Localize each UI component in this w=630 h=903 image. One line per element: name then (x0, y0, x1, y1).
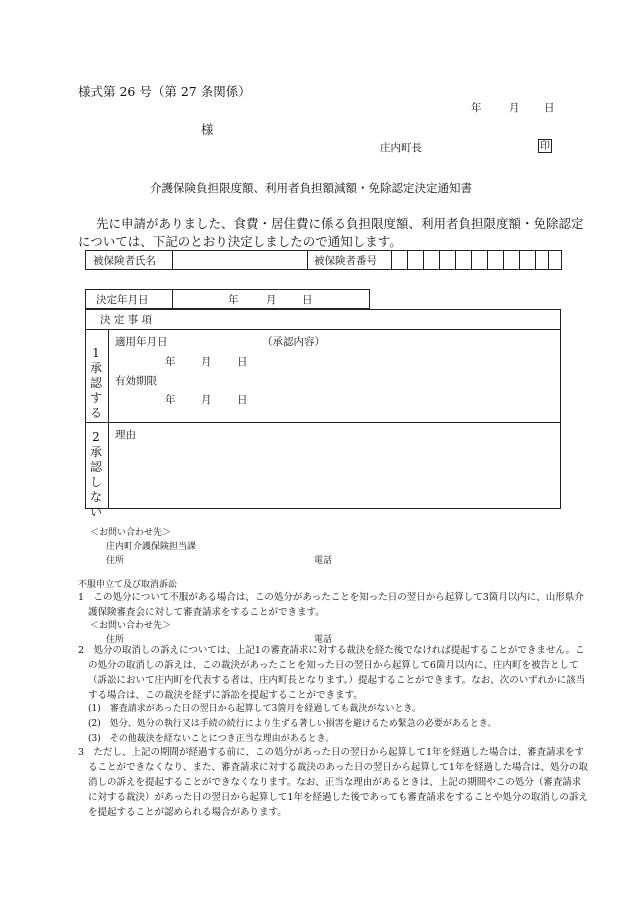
appeal-sub-1: (1) 審査請求があった日の翌日から起算して3箇月を経過しても裁決がないとき。 (88, 704, 422, 714)
date-month-label: 月 (509, 102, 520, 114)
intro-line-2: については、下記のとおり決定しましたので通知します。 (78, 234, 402, 249)
contact-address-label: 住所 (106, 556, 125, 566)
insured-name-field[interactable] (172, 250, 307, 270)
appeal-item-3: 3 ただし、上記の期間が経過する前に、この処分があった日の翌日から起算して1年を経過した場合は、審査請求をすることができなくなり、また、審査請求に対する裁決のあった日の翌日から起算して1年を経過した場合は、処分の取消しの訴えを提起することができなくなります。なお、正当な理由があるときは、上記の期間やこの処分（審査請求に対する裁決）があった日の翌日から起算して1年を経過した後であっても審査請求をすることや処分の取消しの訴えを提起することが認められる場合があります。 (78, 747, 588, 818)
appeal-contact-phone-label: 電話 (314, 635, 333, 645)
contact-phone-label: 電話 (314, 556, 333, 566)
appeal-item-1: 1 この処分について不服がある場合は、この処分があったことを知った日の翌日から起算して3箇月以内に、山形県介護保険審査会に対して審査請求をすることができます。 (78, 592, 584, 618)
appeal-contact-heading: ＜お問い合わせ先＞ (90, 621, 172, 631)
addressee-suffix: 様 (201, 122, 214, 137)
seal-mark: 印 (540, 141, 550, 152)
decision-date-day: 日 (302, 294, 313, 306)
validity-label: 有効期限 (115, 375, 157, 387)
applicable-date-label: 適用年月日 (115, 336, 168, 348)
contact-department: 庄内町介護保険担当課 (106, 542, 197, 552)
insured-name-label: 被保険者氏名 (93, 255, 156, 267)
decision-date-year: 年 (228, 294, 239, 306)
applicable-year: 年 (165, 356, 176, 368)
appeal-contact-address-label: 住所 (106, 635, 125, 645)
date-day-label: 日 (544, 102, 555, 114)
decision-date-month: 月 (266, 294, 277, 306)
validity-month: 月 (201, 394, 212, 406)
issuer-name: 庄内町長 (380, 142, 422, 154)
intro-line-1: 先に申請がありました、食費・居住費に係る負担限度額、利用者負担限度額・免除認定 (96, 216, 584, 231)
applicable-month: 月 (201, 356, 212, 368)
deny-section-label: 2 承 認 し な い (89, 430, 102, 519)
decision-items-label: 決 定 事 項 (100, 314, 153, 326)
validity-year: 年 (165, 394, 176, 406)
approval-content-label: （承認内容） (262, 336, 325, 348)
form-number: 様式第 26 号（第 27 条関係） (78, 84, 251, 99)
applicable-day: 日 (237, 356, 248, 368)
approve-section-label: 1 承 認 す る (89, 346, 102, 420)
contact-heading: ＜お問い合わせ先＞ (90, 528, 172, 538)
validity-day: 日 (237, 394, 248, 406)
date-year-label: 年 (471, 102, 482, 114)
appeal-sub-3: (3) その他裁決を経ないことにつき正当な理由があるとき。 (88, 734, 335, 744)
appeal-item-2: 2 処分の取消しの訴えについては、上記1の審査請求に対する裁決を経た後でなければ提起することができません。この処分の取消しの訴えは、この裁決があったことを知った日の翌日から起算して6箇月以内に、庄内町を被告として（訴訟において庄内町を代表する者は、庄内町長となります。）提起することができます。なお、次のいずれかに該当する場合は、この裁決を経ずに訴訟を提起することができます。 (78, 645, 586, 701)
appeal-heading: 不服申立て及び取消訴訟 (78, 580, 178, 590)
decision-date-label: 決定年月日 (96, 294, 149, 306)
document-title: 介護保険負担限度額、利用者負担額減額・免除認定決定通知書 (150, 181, 472, 195)
appeal-sub-2: (2) 処分、処分の執行又は手続の続行により生ずる著しい損害を避けるため緊急の必要があるとき。 (88, 719, 497, 729)
insured-number-label: 被保険者番号 (314, 255, 377, 267)
reason-label: 理由 (115, 429, 136, 441)
